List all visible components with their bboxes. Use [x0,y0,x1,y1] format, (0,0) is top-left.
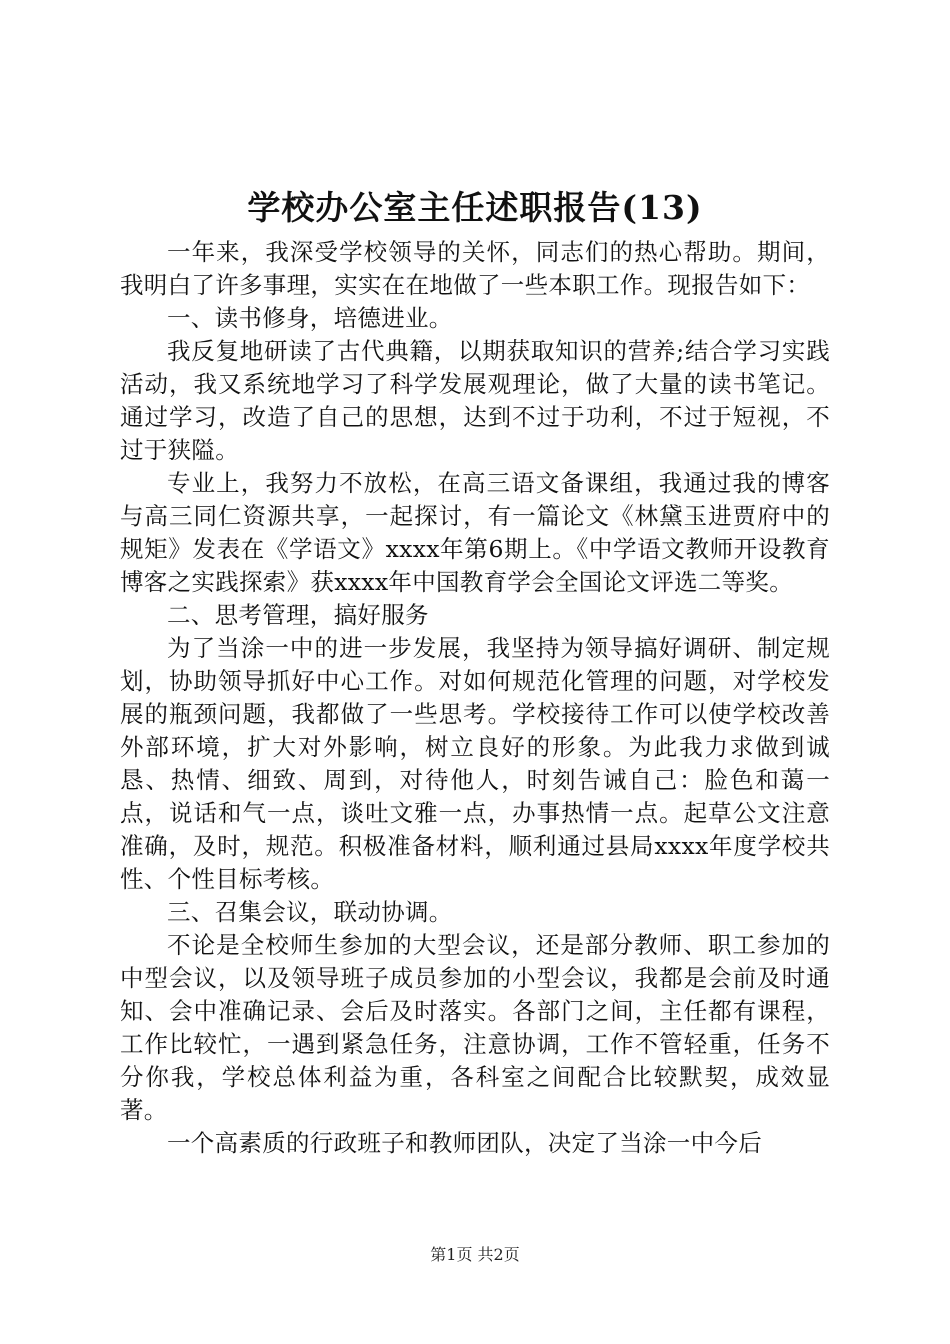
paragraph-intro: 一年来，我深受学校领导的关怀，同志们的热心帮助。期间，我明白了许多事理，实实在在地做了一些本职工作。现报告如下： [120,238,830,299]
paragraph-meetings: 不论是全校师生参加的大型会议，还是部分教师、职工参加的中型会议，以及领导班子成员参加的小型会议，我都是会前及时通知、会中准确记录、会后及时落实。各部门之间，主任都有课程，工作比较忙，一遇到紧急任务，注意协调，工作不管轻重，任务不分你我，学校总体利益为重，各科室之间配合比较默契，成效显著。 [120,931,830,1124]
document-body [120,236,830,1160]
paragraph-management: 为了当涂一中的进一步发展，我坚持为领导搞好调研、制定规划，协助领导抓好中心工作。对如何规范化管理的问题，对学校发展的瓶颈问题，我都做了一些思考。学校接待工作可以使学校改善外部环境，扩大对外影响，树立良好的形象。为此我力求做到诚恳、热情、细致、周到，对待他人，时刻告诫自己：脸色和蔼一点，说话和气一点，谈吐文雅一点，办事热情一点。起草公文注意准确，及时，规范。积极准备材料，顺利通过县局xxxx年度学校共性、个性目标考核。 [120,634,830,893]
document-title: 学校办公室主任述职报告(13) [247,188,703,227]
section-heading-1: 一、读书修身，培德进业。 [167,304,453,332]
page-footer: 第1页 共2页 [430,1245,520,1264]
paragraph-professional: 专业上，我努力不放松，在高三语文备课组，我通过我的博客与高三同仁资源共享，一起探讨，有一篇论文《林黛玉进贾府中的规矩》发表在《学语文》xxxx年第6期上。《中学语文教师开设教育博客之实践探索》获xxxx年中国教育学会全国论文评选二等奖。 [120,469,830,596]
section-heading-3: 三、召集会议，联动协调。 [167,898,453,926]
section-heading-2: 二、思考管理，搞好服务 [167,601,429,629]
paragraph-study: 我反复地研读了古代典籍，以期获取知识的营养;结合学习实践活动，我又系统地学习了科学发展观理论，做了大量的读书笔记。通过学习，改造了自己的思想，达到不过于功利，不过于短视，不过于狭隘。 [120,337,830,464]
paragraph-team: 一个高素质的行政班子和教师团队，决定了当涂一中今后 [167,1129,762,1157]
